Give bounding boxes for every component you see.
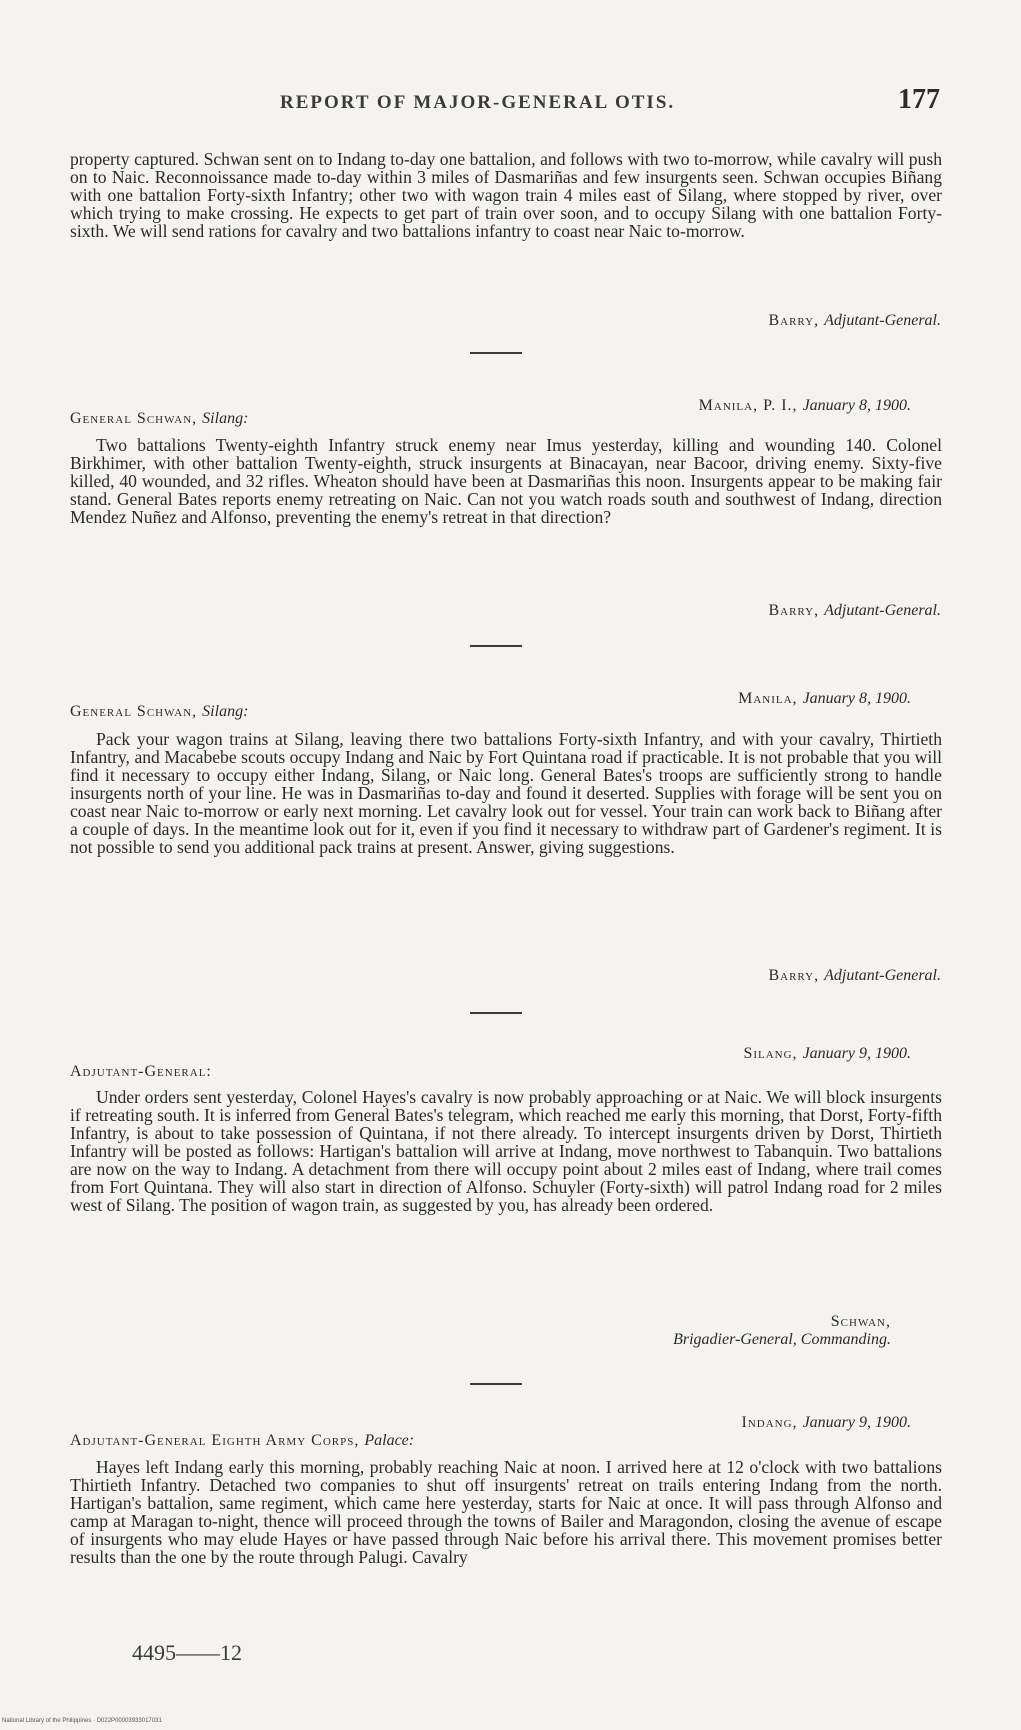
dateline-date: January 9, 1900. xyxy=(802,1045,911,1062)
message-1-signature xyxy=(768,312,941,330)
running-title: REPORT OF MAJOR-GENERAL OTIS. xyxy=(280,92,676,113)
salutation-name: General Schwan, xyxy=(70,410,198,427)
dateline-place: Indang, xyxy=(741,1414,798,1431)
message-5-body xyxy=(70,1458,942,1566)
message-2-text: Two battalions Twenty-eighth Infantry struck enemy near Imus yesterday, killing and wounding 140. Colonel Birkhimer, with other battalion Twenty-eighth, struck insurgents at Binacayan, near Bacoor, driving enemy. Sixty-five killed, 40 wounded, and 32 rifles. Wheaton should have been at Dasmariñas this noon. Insurgents appear to be making fair stand. General Bates reports enemy retreating on Naic. Can not you watch roads south and southwest of Indang, direction Mendez Nuñez and Alfonso, preventing the enemy's retreat in that direction? xyxy=(70,435,942,527)
message-3-salutation xyxy=(70,703,248,721)
salutation-name: General Schwan, xyxy=(70,703,198,720)
message-5-dateline xyxy=(742,1414,912,1432)
salutation-name: Adjutant-General: xyxy=(70,1063,212,1080)
signature-title: Brigadier-General, Commanding. xyxy=(673,1331,891,1348)
message-3-text: Pack your wagon trains at Silang, leaving there two battalions Forty-sixth Infantry, and with your cavalry, Thirtieth Infantry, and Macabebe scouts occupy Indang and Naic by Fort Quintana road if practicable. It is not probable that you will find it necessary to occupy either Indang, Silang, or Naic long. General Bates's troops are sufficiently strong to handle insurgents north of your line. He was in Dasmariñas to-day and found it deserted. Supplies with forage will be sent you on coast near Naic to-morrow or early next morning. Let cavalry look out for vessel. Your train can work back to Biñang after a couple of days. In the meantime look out for it, even if you find it necessary to withdraw part of Gardener's regiment. It is not possible to send you additional pack trains at present. Answer, giving suggestions. xyxy=(70,729,942,857)
dateline-date: January 9, 1900. xyxy=(802,1414,911,1431)
signature-name: Schwan, xyxy=(830,1313,891,1330)
salutation-place: Palace: xyxy=(364,1432,415,1449)
message-5-salutation xyxy=(70,1432,414,1450)
message-2-dateline xyxy=(699,397,911,415)
dateline-date: January 8, 1900. xyxy=(802,690,911,707)
message-4-dateline xyxy=(743,1045,911,1063)
message-4-signature xyxy=(673,1313,891,1349)
message-1-body xyxy=(70,150,942,240)
salutation-name: Adjutant-General Eighth Army Corps, xyxy=(70,1432,360,1449)
section-divider xyxy=(470,352,522,354)
salutation-place: Silang: xyxy=(202,703,249,720)
signature-name: Barry, xyxy=(768,967,820,984)
section-divider xyxy=(470,1012,522,1014)
message-4-salutation xyxy=(70,1063,212,1081)
message-2-signature xyxy=(768,602,941,620)
message-4-text: Under orders sent yesterday, Colonel Hayes's cavalry is now probably approaching or at Naic. We will block insurgents if retreating south. It is inferred from General Bates's telegram, which reached me early this morning, that Dorst, Forty-fifth Infantry, is about to take possession of Quintana, if not there already. To intercept insurgents driven by Dorst, Thirtieth Infantry will be posted as follows: Hartigan's battalion will arrive at Indang, move northwest to Tabanquin. Two battalions are now on the way to Indang. A detachment from there will occupy point about 2 miles east of Indang, where trail comes from Fort Quintana. They will also start in direction of Alfonso. Schuyler (Forty-sixth) will patrol Indang road for 2 miles west of Silang. The position of wagon train, as suggested by you, has already been ordered. xyxy=(70,1087,942,1215)
page-number: 177 xyxy=(898,84,940,115)
salutation-place: Silang: xyxy=(202,410,249,427)
message-2-salutation xyxy=(70,410,248,428)
dateline-date: January 8, 1900. xyxy=(802,397,911,414)
message-3-signature xyxy=(768,967,941,985)
signature-title: Adjutant-General. xyxy=(824,967,941,984)
message-5-text: Hayes left Indang early this morning, probably reaching Naic at noon. I arrived here at 12 o'clock with two battalions Thirtieth Infantry. Detached two companies to shut off insurgents' retreat on trails entering Indang from the north. Hartigan's battalion, same regiment, which came here yesterday, starts for Naic at once. It will pass through Alfonso and camp at Maragan to-night, thence will proceed through the towns of Bailer and Maragondon, closing the avenue of escape of insurgents who may elude Hayes or have passed through Naic before his arrival there. This movement promises better results than the one by the route through Palugi. Cavalry xyxy=(70,1457,942,1567)
signature-mark: 4495——12 xyxy=(132,1640,242,1665)
message-2-body xyxy=(70,436,942,526)
message-1-text: property captured. Schwan sent on to Indang to-day one battalion, and follows with two to-morrow, while cavalry will push on to Naic. Reconnoissance made to-day within 3 miles of Dasmariñas and few insurgents seen. Schwan occupies Biñang with one battalion Forty-sixth Infantry; other two with wagon train 4 miles east of Silang, where stopped by river, over which trying to make crossing. He expects to get part of train over soon, and to occupy Silang with one battalion Forty-sixth. We will send rations for cavalry and two battalions infantry to coast near Naic to-morrow. xyxy=(70,149,942,241)
message-3-body xyxy=(70,730,942,856)
signature-title: Adjutant-General. xyxy=(824,602,941,619)
dateline-place: Manila, xyxy=(738,690,798,707)
dateline-place: Silang, xyxy=(743,1045,798,1062)
page-header xyxy=(70,84,950,128)
message-3-dateline xyxy=(738,690,911,708)
dateline-place: Manila, P. I., xyxy=(698,397,798,414)
section-divider xyxy=(470,645,522,647)
signature-title: Adjutant-General. xyxy=(824,312,941,329)
section-divider xyxy=(470,1383,522,1385)
signature-name: Barry, xyxy=(768,602,820,619)
signature-name: Barry, xyxy=(768,312,820,329)
message-4-body xyxy=(70,1088,942,1214)
library-note: National Library of the Philippines · D022P00003933017031 xyxy=(2,1718,162,1724)
